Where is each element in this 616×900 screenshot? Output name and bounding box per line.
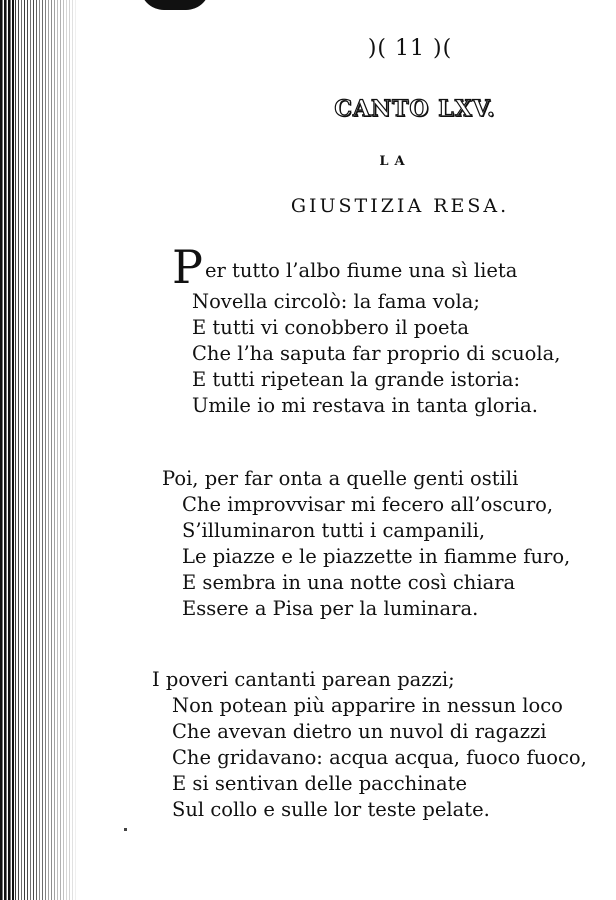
subtitle-article: LA (379, 154, 411, 169)
stanza-line: Poi, per far onta a quelle genti ostili (162, 467, 519, 490)
stanza-line: Le piazze e le piazzette in fiamme furo, (182, 545, 571, 568)
stanza-line: Non potean più apparire in nessun loco (172, 694, 563, 717)
ink-blot (140, 0, 210, 10)
stanza-line: I poveri cantanti parean pazzi; (152, 668, 455, 691)
stanza-line: Umile io mi restava in tanta gloria. (192, 394, 538, 417)
stanza-line: E si sentivan delle pacchinate (172, 772, 467, 795)
stanza-1 (172, 240, 561, 419)
first-line-text: er tutto l’albo fiume una sì lieta (204, 259, 518, 282)
binding-edge (0, 0, 14, 900)
gutter-fade (30, 0, 90, 900)
stanza-line (172, 240, 560, 294)
stanza-line: E tutti ripetean la grande istoria: (192, 368, 521, 391)
stanza-line: Che l’ha saputa far proprio di scuola, (192, 342, 561, 365)
drop-cap: P (172, 240, 203, 294)
canto-title: CANTO LXV. (334, 96, 496, 122)
stanza-line: Che improvvisar mi fecero all’oscuro, (182, 493, 554, 516)
stanza-line: Essere a Pisa per la luminara. (182, 597, 479, 620)
stanza-3 (152, 667, 587, 823)
stanza-line: Sul collo e sulle lor teste pelate. (172, 798, 490, 821)
stanza-line: S’illuminaron tutti i campanili, (182, 519, 486, 542)
stanza-line: E sembra in una notte così chiara (182, 571, 516, 594)
stanza-line: Che avevan dietro un nuvol di ragazzi (172, 720, 547, 743)
stanza-line: E tutti vi conobbero il poeta (192, 316, 470, 339)
page-number: )( 11 )( (367, 36, 453, 61)
stanza-line: Novella circolò: la fama vola; (192, 290, 480, 313)
paper-speck (124, 828, 127, 831)
stanza-2 (162, 466, 570, 622)
poem-subtitle: GIUSTIZIA RESA. (290, 195, 510, 217)
stanza-line: Che gridavano: acqua acqua, fuoco fuoco, (172, 746, 587, 769)
